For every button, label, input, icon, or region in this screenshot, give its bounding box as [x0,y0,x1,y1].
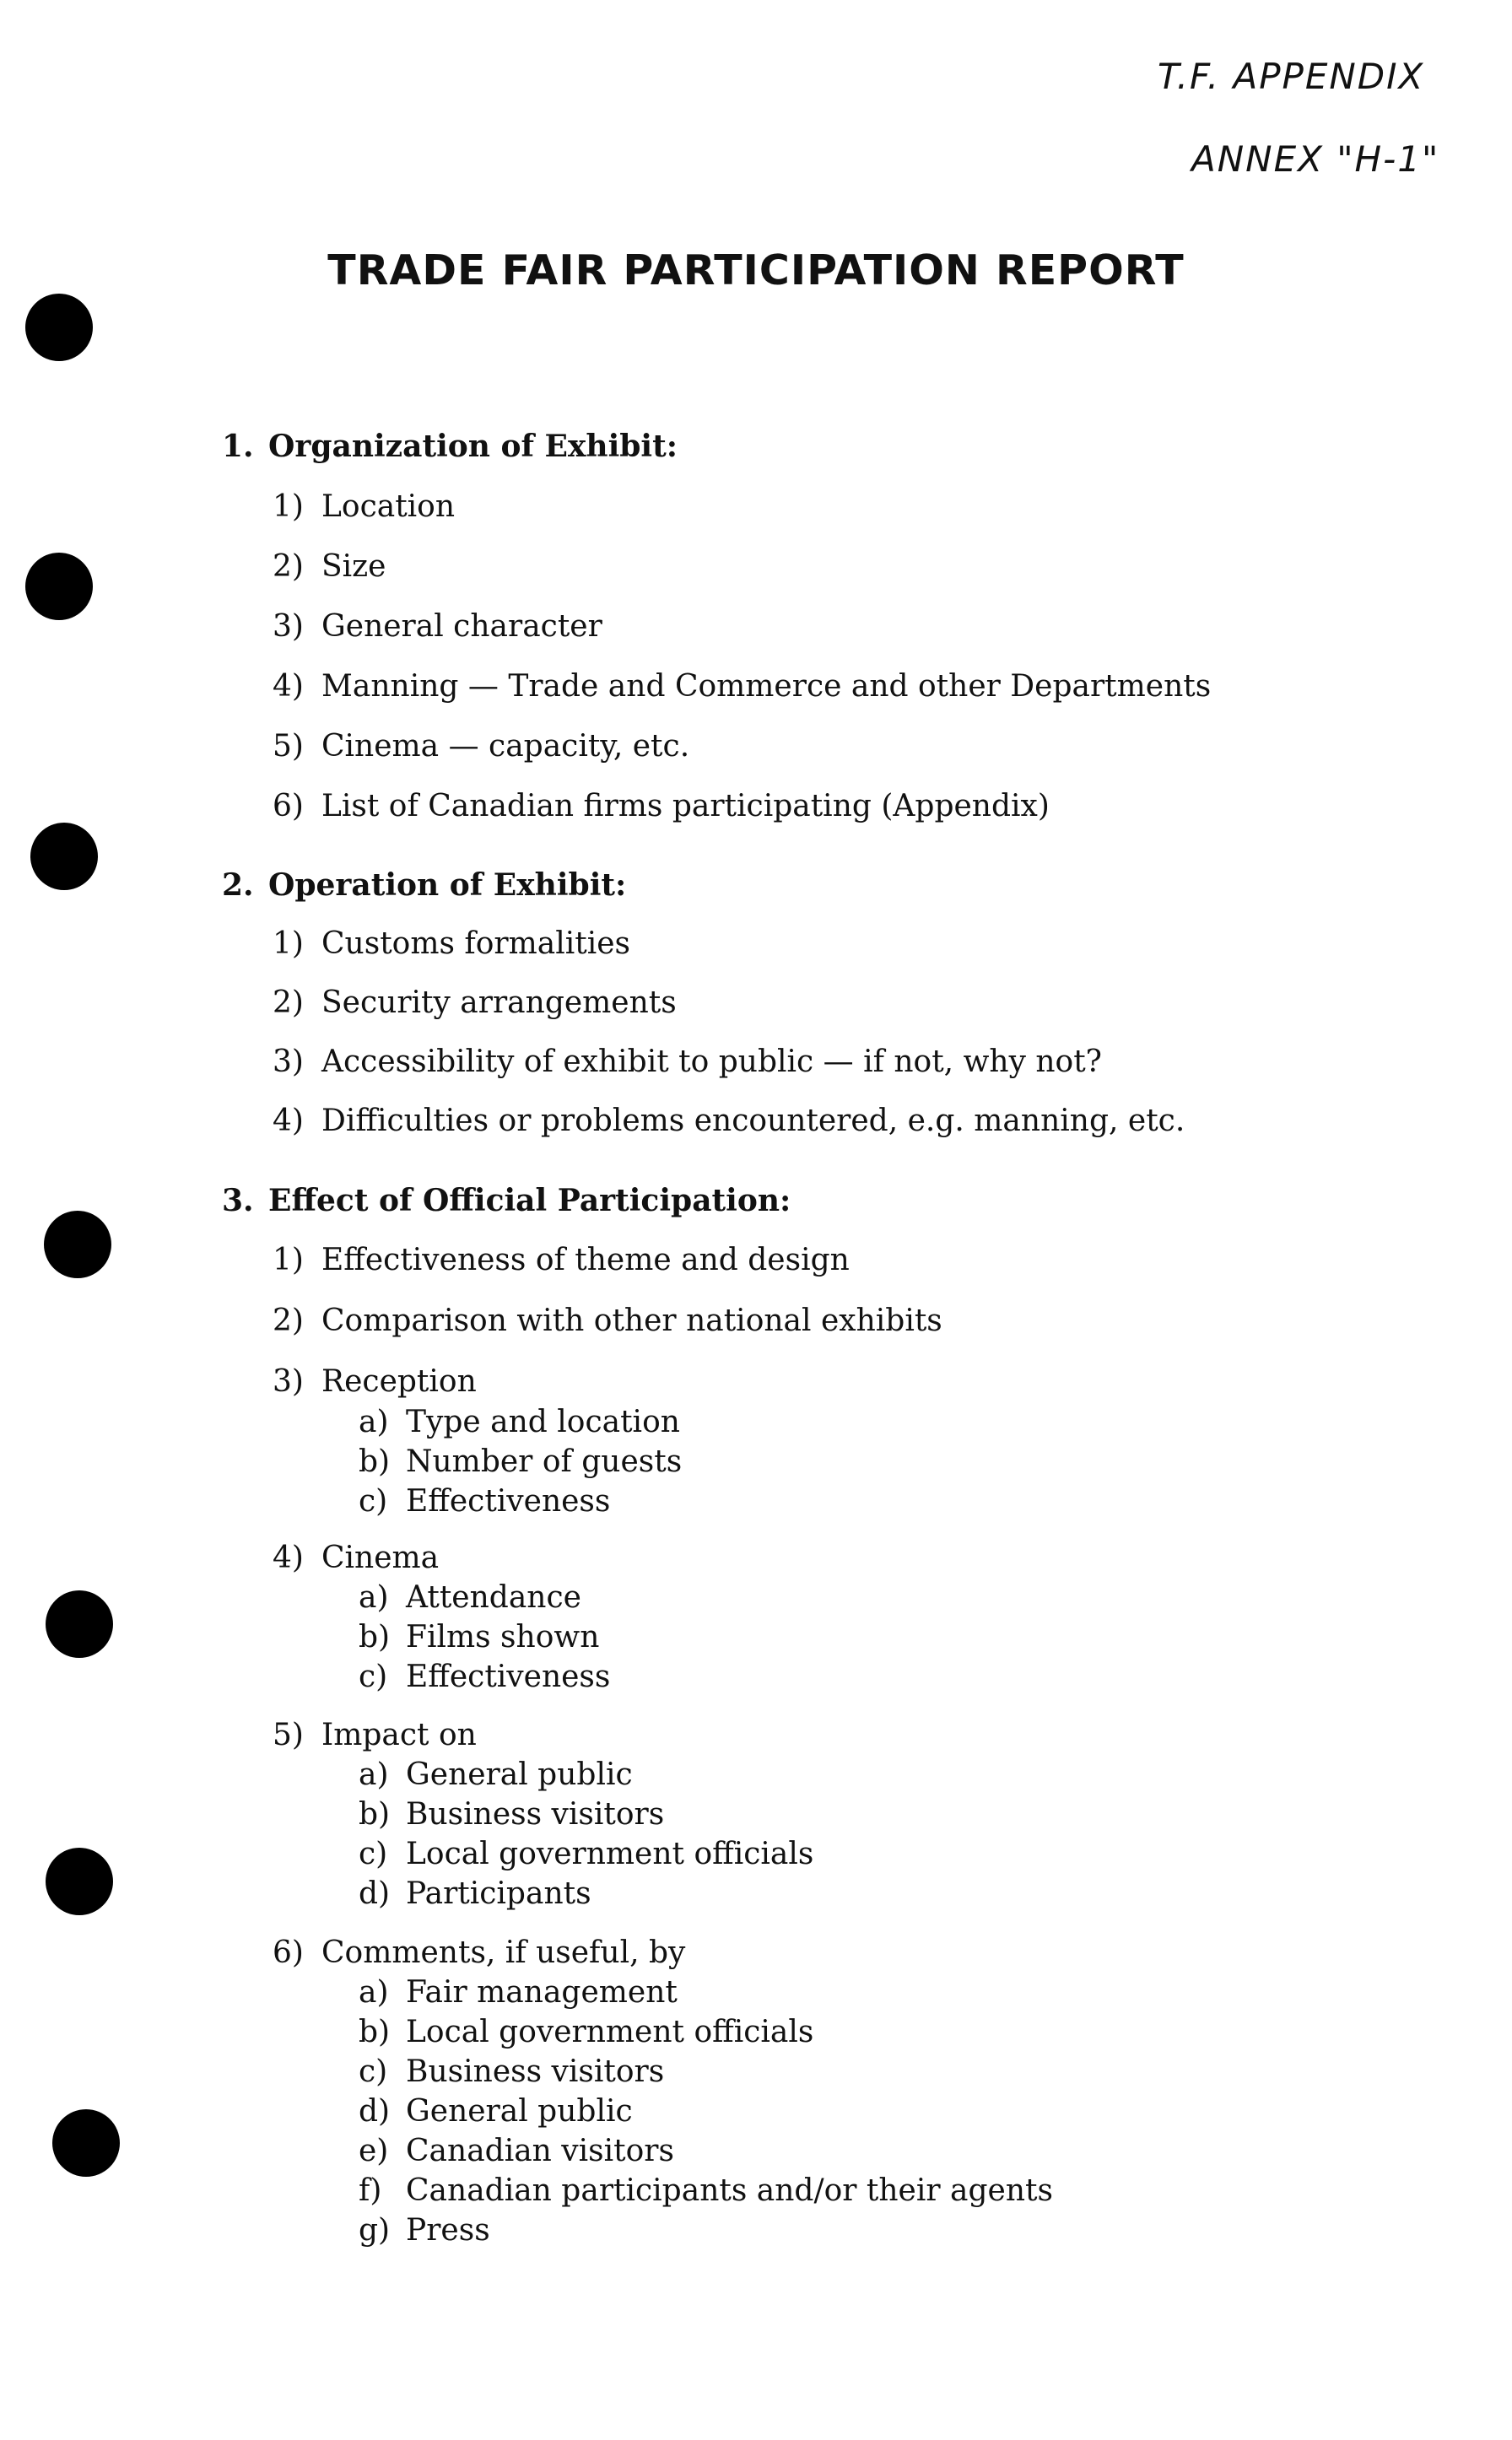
list-item [273,1243,850,1277]
list-item [273,1104,1185,1138]
item-number: 5) [273,729,304,764]
item-number: 1) [273,926,304,961]
list-item [273,926,630,961]
section-number: 1. [222,429,254,464]
item-text: Impact on [321,1718,477,1752]
sub-item-text: Local government officials [406,1837,814,1871]
appendix-reference: T.F. APPENDIX [1158,56,1425,97]
sub-item [359,1660,610,1694]
punch-hole [46,1590,113,1658]
sub-item-text: General public [406,1757,633,1792]
item-number: 2) [273,1304,304,1338]
punch-hole [44,1211,111,1278]
item-text: Comparison with other national exhibits [321,1304,942,1338]
sub-item-letter: b) [359,1797,391,1832]
item-number: 3) [273,1045,304,1079]
item-number: 5) [273,1718,304,1752]
sub-item [359,1797,664,1832]
sub-item-letter: g) [359,2213,391,2248]
item-number: 1) [273,489,304,524]
list-item [273,1364,477,1399]
item-text: Difficulties or problems encountered, e.g. manning, etc. [321,1104,1185,1138]
sub-item [359,1484,610,1519]
item-number: 6) [273,1935,304,1970]
punch-hole [25,294,93,361]
list-item [273,489,455,524]
sub-item-text: Participants [406,1876,591,1911]
sub-item-letter: c) [359,1837,388,1871]
list-item [273,669,1211,704]
punch-hole [46,1848,113,1915]
punch-hole [25,553,93,620]
sub-item [359,1757,633,1792]
sub-item [359,1837,813,1871]
list-item [273,985,677,1020]
sub-item [359,1975,678,2010]
sub-item [359,2213,490,2248]
sub-item-text: Effectiveness [406,1660,611,1694]
list-item [273,1541,439,1575]
sub-item-letter: a) [359,1580,389,1615]
list-item [273,729,689,764]
sub-item-text: General public [406,2094,633,2129]
sub-item-letter: d) [359,1876,391,1911]
item-number: 3) [273,1364,304,1399]
section-title: Effect of Official Participation: [268,1183,791,1218]
sub-item [359,2054,664,2089]
sub-item-text: Canadian participants and/or their agents [406,2173,1053,2208]
item-text: Effectiveness of theme and design [321,1243,850,1277]
item-text: List of Canadian firms participating (Appendix) [321,789,1050,823]
section-heading [222,429,678,464]
list-item [273,1935,685,1970]
sub-item [359,1876,591,1911]
sub-item-letter: d) [359,2094,391,2129]
sub-item-letter: c) [359,1484,388,1519]
sub-item-text: Canadian visitors [406,2134,674,2168]
sub-item-text: Press [406,2213,490,2248]
item-text: General character [321,609,602,644]
item-text: Manning — Trade and Commerce and other Departments [321,669,1212,704]
item-number: 2) [273,549,304,584]
item-text: Reception [321,1364,477,1399]
sub-item-letter: f) [359,2173,382,2208]
item-number: 4) [273,1104,304,1138]
punch-hole [30,823,98,890]
sub-item [359,1405,680,1439]
punch-hole [52,2109,120,2177]
list-item [273,1718,477,1752]
section-number: 3. [222,1183,254,1218]
sub-item-text: Type and location [406,1405,680,1439]
item-text: Comments, if useful, by [321,1935,686,1970]
item-text: Size [321,549,386,584]
sub-item-letter: b) [359,1444,391,1479]
sub-item-text: Attendance [406,1580,581,1615]
sub-item-text: Films shown [406,1620,600,1655]
sub-item [359,1444,682,1479]
sub-item [359,2173,1053,2208]
section-heading [222,867,626,903]
annex-reference: ANNEX "H-1" [1191,138,1440,180]
page-title: TRADE FAIR PARTICIPATION REPORT [327,246,1185,294]
sub-item-text: Number of guests [406,1444,683,1479]
item-number: 4) [273,669,304,704]
sub-item-letter: a) [359,1405,389,1439]
sub-item-text: Local government officials [406,2015,814,2049]
list-item [273,1304,942,1338]
sub-item-text: Fair management [406,1975,678,2010]
sub-item-text: Effectiveness [406,1484,611,1519]
sub-item-text: Business visitors [406,1797,665,1832]
item-text: Location [321,489,456,524]
item-text: Security arrangements [321,985,677,1020]
sub-item [359,2134,674,2168]
sub-item-letter: e) [359,2134,389,2168]
list-item [273,609,602,644]
sub-item [359,2094,633,2129]
item-number: 4) [273,1541,304,1575]
sub-item-letter: b) [359,1620,391,1655]
item-number: 6) [273,789,304,823]
sub-item-letter: b) [359,2015,391,2049]
sub-item [359,1620,599,1655]
section-title: Organization of Exhibit: [268,429,678,464]
item-number: 3) [273,609,304,644]
list-item [273,1045,1102,1079]
sub-item-letter: c) [359,1660,388,1694]
item-text: Cinema — capacity, etc. [321,729,690,764]
item-text: Accessibility of exhibit to public — if not, why not? [321,1045,1102,1079]
item-text: Customs formalities [321,926,630,961]
sub-item-letter: a) [359,1757,389,1792]
sub-item-letter: c) [359,2054,388,2089]
section-heading [222,1183,791,1218]
sub-item [359,1580,581,1615]
item-number: 1) [273,1243,304,1277]
sub-item-text: Business visitors [406,2054,665,2089]
sub-item-letter: a) [359,1975,389,2010]
list-item [273,789,1050,823]
sub-item [359,2015,813,2049]
item-text: Cinema [321,1541,440,1575]
section-number: 2. [222,867,254,903]
item-number: 2) [273,985,304,1020]
list-item [273,549,386,584]
section-title: Operation of Exhibit: [268,867,627,903]
